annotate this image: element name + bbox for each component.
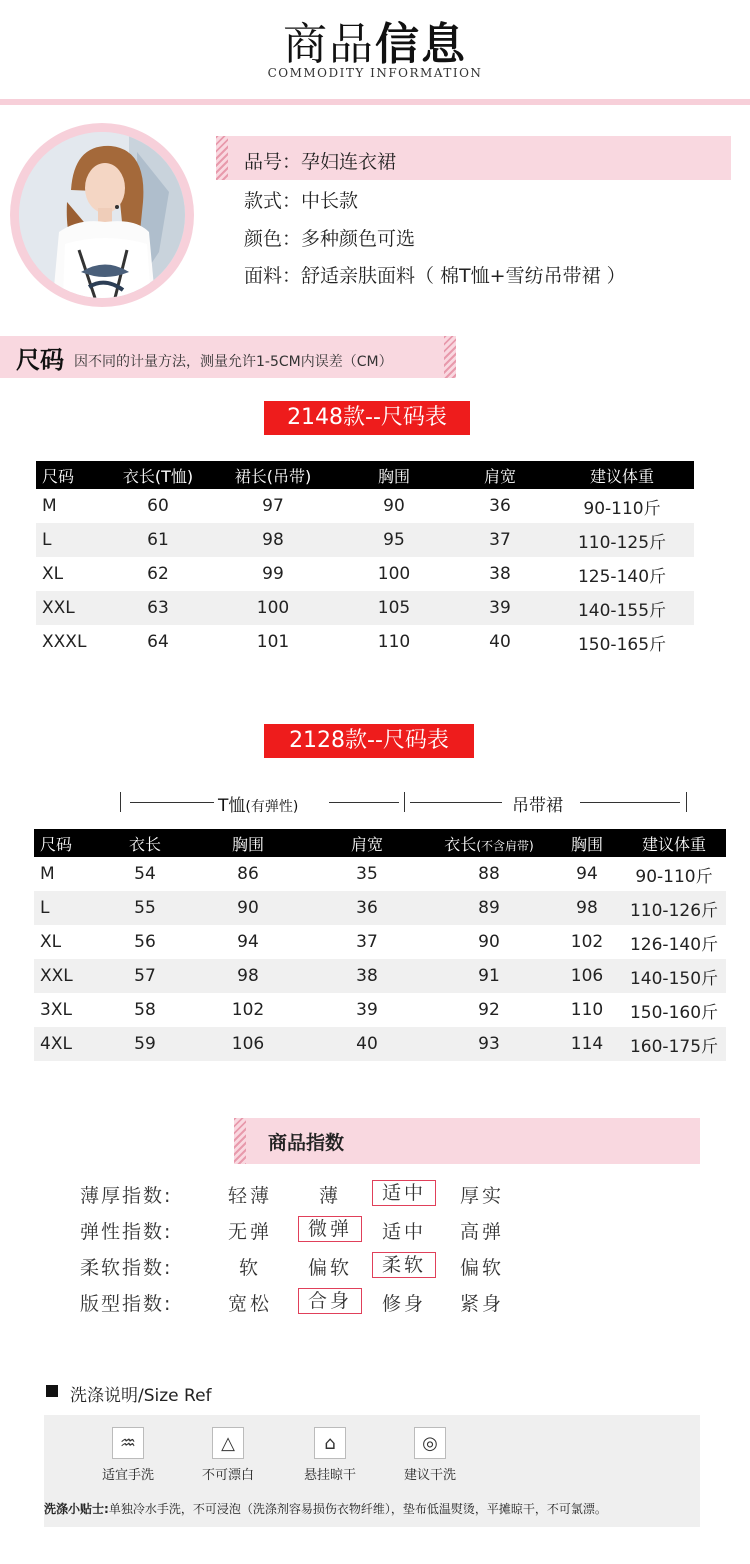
table-cell: 38 [308,959,426,993]
table-cell: 105 [338,591,450,625]
size-table-2128 [34,829,726,1061]
table-cell: 60 [147,496,169,516]
size-cell: XL [42,564,64,584]
table-cell: 126-140斤 [629,934,719,955]
size-cell: 4XL [34,1027,102,1061]
table-cell: 102 [570,932,604,952]
size-cell: XXL [36,591,108,625]
table-cell: 114 [552,1027,622,1061]
table-cell: 35 [356,864,378,884]
col-header-shoulder: 肩宽 [308,829,426,857]
table-header-row [36,461,694,489]
table-cell: 110-126斤 [622,891,726,925]
group-label-dress: 吊带裙 [512,796,563,816]
table-cell: 90-110斤 [635,866,713,887]
table-cell: 160-175斤 [622,1027,726,1061]
washing-item-label: 悬挂晾干 [303,1468,356,1483]
table-cell: 37 [356,932,378,952]
col-header-shoulder: 肩宽 [450,461,550,489]
size-section-note: 因不同的计量方法，测量允许1-5CM内误差（CM） [74,354,393,370]
table-row [36,625,694,659]
dry-clean-icon: ◎ [414,1427,446,1459]
group-line [410,802,502,803]
index-option: 软 [238,1257,261,1279]
table-cell: 94 [237,932,259,952]
page-subtitle: COMMODITY INFORMATION [267,66,483,80]
table-cell: 90 [478,932,500,952]
col-header-top-length: 衣长 [102,829,188,857]
size-band-stripe [444,336,456,378]
table-cell: 92 [478,1000,500,1020]
table-cell: 38 [489,564,511,584]
table-row [34,857,726,891]
table-cell: 90-110斤 [583,498,661,519]
size-cell: M [42,496,57,516]
group-tshirt-name: T恤 [218,796,246,816]
product-fabric: 面料：舒适亲肤面料（ 棉T恤+雪纺吊带裙 ） [244,265,626,287]
no-bleach-icon: △ [212,1427,244,1459]
size-cell: 3XL [40,1000,72,1020]
table-cell: 99 [262,564,284,584]
size-cell: L [36,523,108,557]
table-cell: 63 [108,591,208,625]
table-cell: 98 [208,523,338,557]
index-option: 适中 [381,1221,426,1243]
product-style: 款式：中长款 [244,190,359,212]
group-label-tshirt [218,791,298,816]
col-header-weight: 建议体重 [622,829,726,857]
index-option: 偏软 [307,1257,352,1279]
size-table-2148 [36,461,694,659]
product-code: 品号：孕妇连衣裙 [244,151,397,173]
dress-length-note: (不含肩带) [476,838,534,853]
table-cell: 64 [147,632,169,652]
table-cell: 39 [450,591,550,625]
table-cell: 110 [377,632,411,652]
page-title [0,8,750,72]
group-divider [120,792,121,812]
index-section-title: 商品指数 [268,1132,345,1154]
table-cell: 98 [188,959,308,993]
washing-item-label: 不可漂白 [201,1468,254,1483]
size-cell: M [40,864,55,884]
table-cell: 98 [552,891,622,925]
group-line [580,802,680,803]
size-cell: XL [40,932,62,952]
table-cell: 58 [134,1000,156,1020]
table-row [34,891,726,925]
table-cell: 95 [338,523,450,557]
table-row [34,925,726,959]
group-divider [686,792,687,812]
table-cell: 102 [231,1000,265,1020]
table-cell: 62 [147,564,169,584]
bullet-square-icon [46,1385,58,1397]
washing-tip [44,1500,607,1517]
table-cell: 140-155斤 [550,591,694,625]
table-cell: 110-125斤 [550,523,694,557]
table-cell: 89 [426,891,552,925]
index-option: 高弹 [459,1221,504,1243]
table-cell: 150-165斤 [577,634,667,655]
table-cell: 86 [237,864,259,884]
size-cell: XXL [34,959,102,993]
table-cell: 88 [478,864,500,884]
group-tshirt-note: (有弹性) [245,799,299,815]
page-title-thin: 商品 [283,19,375,70]
index-band-stripe [234,1118,246,1164]
table-cell: 140-150斤 [622,959,726,993]
table-cell: 100 [377,564,411,584]
index-option: 厚实 [459,1185,504,1207]
washing-title: 洗涤说明/Size Ref [70,1386,212,1406]
info-band-stripe [216,136,228,180]
index-option: 紧身 [459,1293,504,1315]
group-line [130,802,214,803]
table-cell: 100 [208,591,338,625]
table-cell: 55 [102,891,188,925]
table-cell: 40 [489,632,511,652]
size-cell: L [34,891,102,925]
table-row [36,489,694,523]
index-option-selected: 柔软 [372,1252,436,1278]
table-2128-tag: 2128款--尺码表 [264,724,474,758]
table-cell: 56 [134,932,156,952]
dress-length-label: 衣长 [444,834,477,854]
table-cell: 97 [262,496,284,516]
table-header-row [34,829,726,857]
table-cell: 36 [489,496,511,516]
col-header-weight: 建议体重 [550,461,694,489]
header-divider [0,99,750,105]
hang-dry-icon: ⌂ [314,1427,346,1459]
table-cell: 106 [552,959,622,993]
col-header-size: 尺码 [36,461,108,489]
size-cell: XXXL [42,632,87,652]
table-cell: 93 [426,1027,552,1061]
col-header-size: 尺码 [34,829,102,857]
index-option: 无弹 [227,1221,272,1243]
table-cell: 150-160斤 [629,1002,719,1023]
group-divider [404,792,405,812]
model-photo-illustration [19,132,185,298]
col-header-top-length: 衣长(T恤) [108,461,208,489]
index-label: 版型指数: [80,1293,173,1315]
col-header-skirt-length: 裙长(吊带) [208,461,338,489]
table-cell: 40 [308,1027,426,1061]
col-header-bust: 胸围 [338,461,450,489]
table-cell: 39 [356,1000,378,1020]
table-cell: 57 [102,959,188,993]
table-cell: 54 [134,864,156,884]
table-row [36,557,694,591]
hand-wash-icon: ♒ [112,1427,144,1459]
product-color: 颜色：多种颜色可选 [244,228,416,250]
index-option: 修身 [381,1293,426,1315]
index-option: 轻薄 [227,1185,272,1207]
table-row [36,523,694,557]
table-row [34,1027,726,1061]
table-cell: 36 [308,891,426,925]
washing-item-label: 建议干洗 [403,1468,456,1483]
index-option-selected: 微弹 [298,1216,362,1242]
table-cell: 37 [450,523,550,557]
table-cell: 101 [256,632,290,652]
table-row [34,959,726,993]
table-2148-tag: 2148款--尺码表 [264,401,470,435]
index-option: 宽松 [227,1293,272,1315]
model-photo [19,132,185,298]
table-cell: 90 [188,891,308,925]
index-option-selected: 合身 [298,1288,362,1314]
table-cell: 94 [576,864,598,884]
washing-tip-label: 洗涤小贴士: [44,1502,109,1516]
washing-item-label: 适宜手洗 [101,1468,154,1483]
col-header-dress-bust: 胸围 [552,829,622,857]
size-section-title: 尺码 [16,346,64,374]
table-cell: 110 [570,1000,604,1020]
index-option: 薄 [318,1185,341,1207]
index-label: 弹性指数: [80,1221,173,1243]
table-cell: 59 [102,1027,188,1061]
washing-tip-text: 单独冷水手洗，不可浸泡（洗涤剂容易损伤衣物纤维），垫布低温熨烫，平摊晾干，不可氯漂。 [108,1502,607,1516]
col-header-dress-length [426,829,552,857]
page-title-bold: 信息 [375,19,467,70]
table-cell: 90 [383,496,405,516]
table-cell: 91 [426,959,552,993]
table-cell: 61 [108,523,208,557]
index-option: 偏软 [459,1257,504,1279]
table-cell: 125-140斤 [577,566,667,587]
index-label: 薄厚指数: [80,1185,173,1207]
index-label: 柔软指数: [80,1257,173,1279]
index-option-selected: 适中 [372,1180,436,1206]
col-header-top-bust: 胸围 [188,829,308,857]
table-row [34,993,726,1027]
table-cell: 106 [188,1027,308,1061]
group-line [329,802,399,803]
table-row [36,591,694,625]
